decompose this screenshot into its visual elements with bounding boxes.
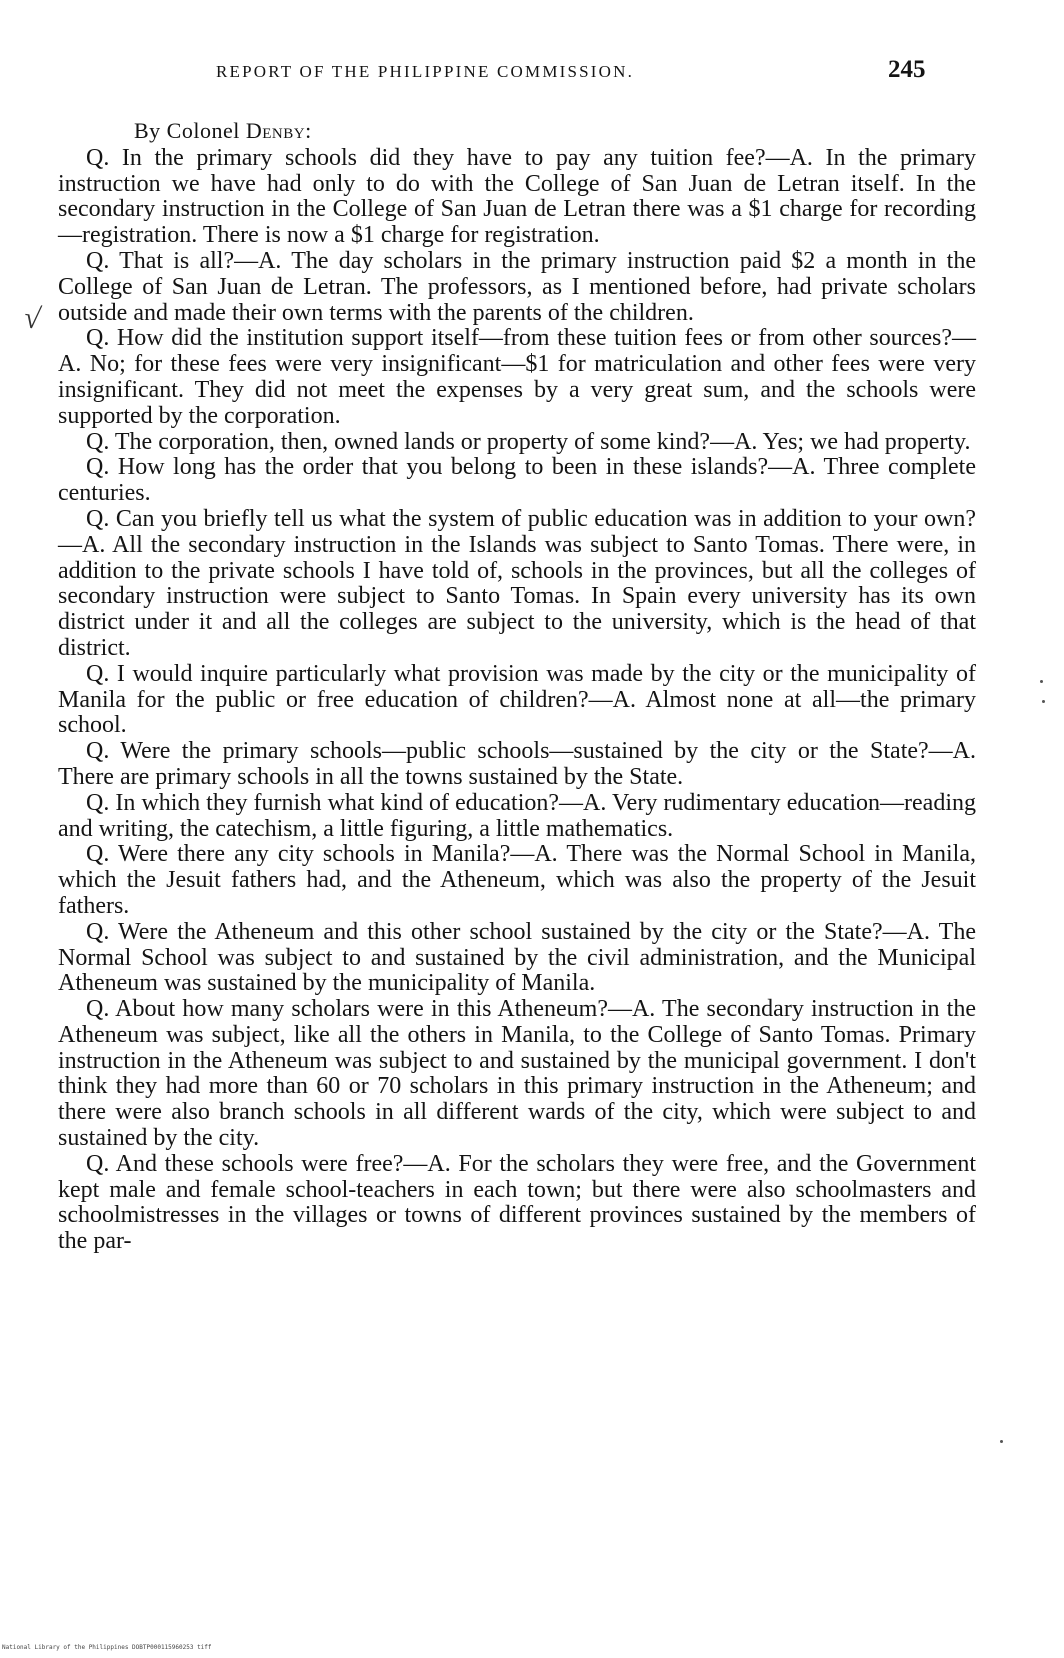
paragraph: Q. Were there any city schools in Manila?—A. There was the Normal School in Manila, which the Jesuit fathers had, and the Atheneum, which was also the property of the Jesuit fathers. <box>58 841 976 919</box>
scan-source-footer: National Library of the Philippines DOBTP000115960253 tiff <box>2 1644 212 1651</box>
speaker-suffix: : <box>305 118 312 143</box>
paragraph: Q. The corporation, then, owned lands or property of some kind?—A. Yes; we had property. <box>86 428 971 455</box>
speaker-name: Denby <box>245 118 306 143</box>
body-text <box>58 118 976 1255</box>
handwritten-check-mark: √ <box>21 301 43 336</box>
paragraph: Q. Can you briefly tell us what the system of public education was in addition to your own?—A. All the secondary instruction in the Islands was subject to Santo Tomas. There were, in addition to the private schools I have told of, schools in the provinces, but all the colleges of secondary instruction were subject to Santo Tomas. In Spain every university has its own district under it and all the colleges are subject to the university, which is the head of that district. <box>58 505 976 661</box>
paragraph: Q. That is all?—A. The day scholars in the primary instruction paid $2 a month in the College of San Juan de Letran. The professors, as I mentioned before, had private scholars outside and made their own terms with the parents of the children. <box>58 247 976 326</box>
paragraph: Q. In which they furnish what kind of education?—A. Very rudimentary education—reading and writing, the catechism, a little figuring, a little mathematics. <box>58 789 976 842</box>
paragraph: Q. How did the institution support itself—from these tuition fees or from other sources?—A. No; for these fees were very insignificant—$1 for matriculation and other fees were very insignificant. They did not meet the expenses by a very great sum, and the schools were supported by the corporation. <box>58 325 976 429</box>
speaker-line <box>58 118 976 144</box>
speaker-prefix: By Colonel <box>134 118 246 143</box>
scan-speck <box>1000 1440 1003 1443</box>
running-header: REPORT OF THE PHILIPPINE COMMISSION. <box>216 62 635 81</box>
paragraph: Q. In the primary schools did they have to pay any tuition fee?—A. In the primary instruction we have had only to do with the College of San Juan de Letran itself. In the secondary instruction in the College of San Juan de Letran there was a $1 charge for recording—registration. There is now a $1 charge for registration. <box>58 144 976 249</box>
paragraph: Q. Were the primary schools—public schools—sustained by the city or the State?—A. There are primary schools in all the towns sustained by the State. <box>58 738 976 790</box>
page-number: 245 <box>888 56 926 83</box>
scan-speck <box>1040 680 1043 683</box>
paragraph: Q. Were the Atheneum and this other school sustained by the city or the State?—A. The Normal School was subject to and sustained by the civil administration, and the Municipal Atheneum was sustained by the municipality of Manila. <box>58 918 976 997</box>
scan-speck <box>1042 700 1045 703</box>
paragraph: Q. About how many scholars were in this Atheneum?—A. The secondary instruction in the Atheneum was subject, like all the others in Manila, to the College of Santo Tomas. Primary instruction in the Atheneum was subject to and sustained by the municipal government. I don't think they had more than 60 or 70 scholars in this primary instruction in the Atheneum; and there were also branch schools in all different wards of the city, which were subject to and sustained by the city. <box>58 996 976 1152</box>
paragraph: Q. I would inquire particularly what provision was made by the city or the municipality of Manila for the public or free education of children?—A. Almost none at all—the primary school. <box>58 660 976 739</box>
paragraph: Q. How long has the order that you belong to been in these islands?—A. Three complete centuries. <box>58 454 976 507</box>
paragraph: Q. And these schools were free?—A. For the scholars they were free, and the Government kept male and female school-teachers in each town; but there were also schoolmasters and schoolmistresses in the villages or towns of different provinces sustained by the members of the par- <box>58 1150 976 1255</box>
